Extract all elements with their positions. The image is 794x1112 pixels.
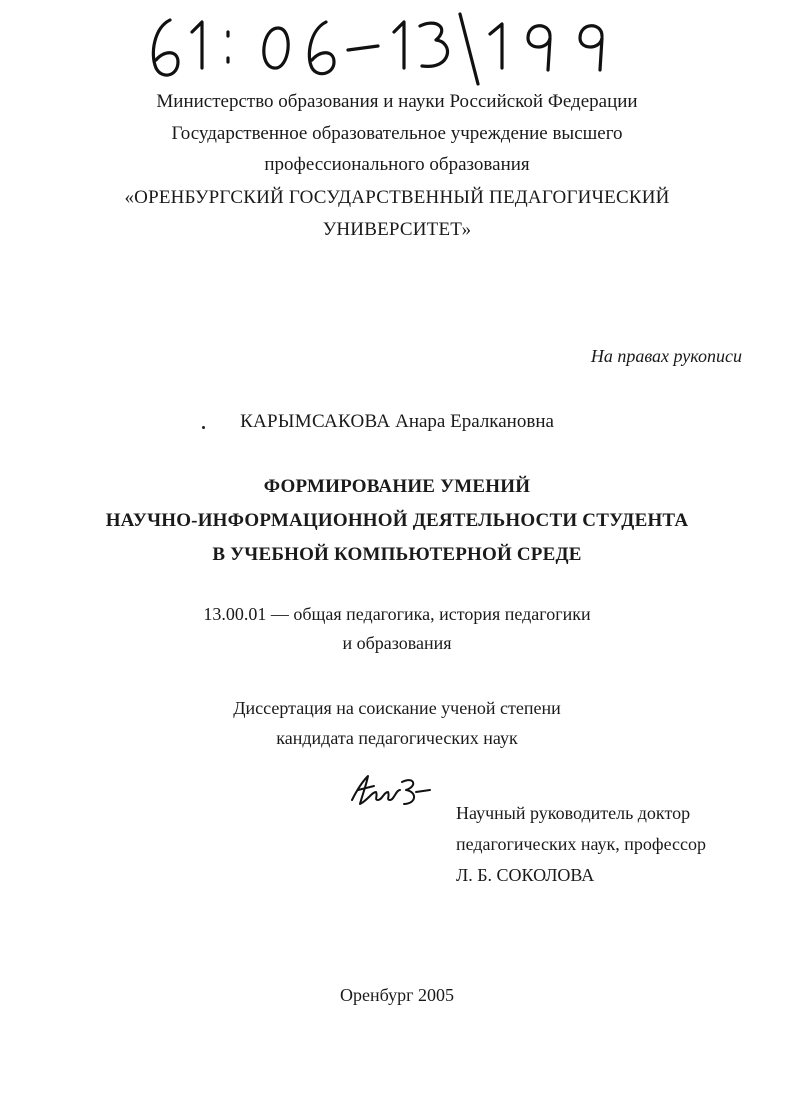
ministry-line: Министерство образования и науки Российской Федерации	[156, 91, 638, 112]
specialty-line-2: и образования	[342, 633, 452, 653]
handwritten-archive-number	[140, 6, 640, 88]
specialty	[0, 600, 794, 658]
university-name	[0, 182, 794, 245]
author-given-names: Анара Ералкановна	[395, 411, 554, 432]
manuscript-rights: На правах рукописи	[590, 346, 742, 366]
advisor-line-2: педагогических наук, профессор	[456, 834, 707, 854]
advisor-line-1: Научный руководитель доктор	[456, 803, 691, 823]
title-line-1: ФОРМИРОВАНИЕ УМЕНИЙ	[263, 476, 531, 497]
degree-statement	[0, 693, 794, 753]
author-surname: КАРЫМСАКОВА	[240, 411, 391, 432]
author-name	[0, 411, 794, 433]
university-line-2: УНИВЕРСИТЕТ»	[322, 218, 472, 240]
institution-line-3: профессионального образования	[264, 154, 530, 175]
title-line-2: НАУЧНО-ИНФОРМАЦИОННОЙ ДЕЯТЕЛЬНОСТИ СТУДЕНТА	[105, 510, 689, 531]
city-year: Оренбург 2005	[340, 985, 454, 1005]
institution-line-2: Государственное образовательное учреждение высшего	[171, 122, 623, 144]
university-line-1: «ОРЕНБУРГСКИЙ ГОСУДАРСТВЕННЫЙ ПЕДАГОГИЧЕСКИЙ	[124, 187, 670, 208]
institution-header	[0, 86, 794, 181]
degree-line-1: Диссертация на соискание ученой степени	[233, 698, 561, 718]
specialty-line-1: 13.00.01 — общая педагогика, история педагогики	[203, 604, 591, 624]
dissertation-title	[0, 470, 794, 572]
degree-line-2: кандидата педагогических наук	[276, 728, 518, 748]
advisor-name: Л. Б. СОКОЛОВА	[456, 865, 595, 885]
author-signature	[348, 770, 434, 810]
title-line-3: В УЧЕБНОЙ КОМПЬЮТЕРНОЙ СРЕДЕ	[212, 544, 582, 565]
scientific-advisor	[456, 798, 706, 891]
